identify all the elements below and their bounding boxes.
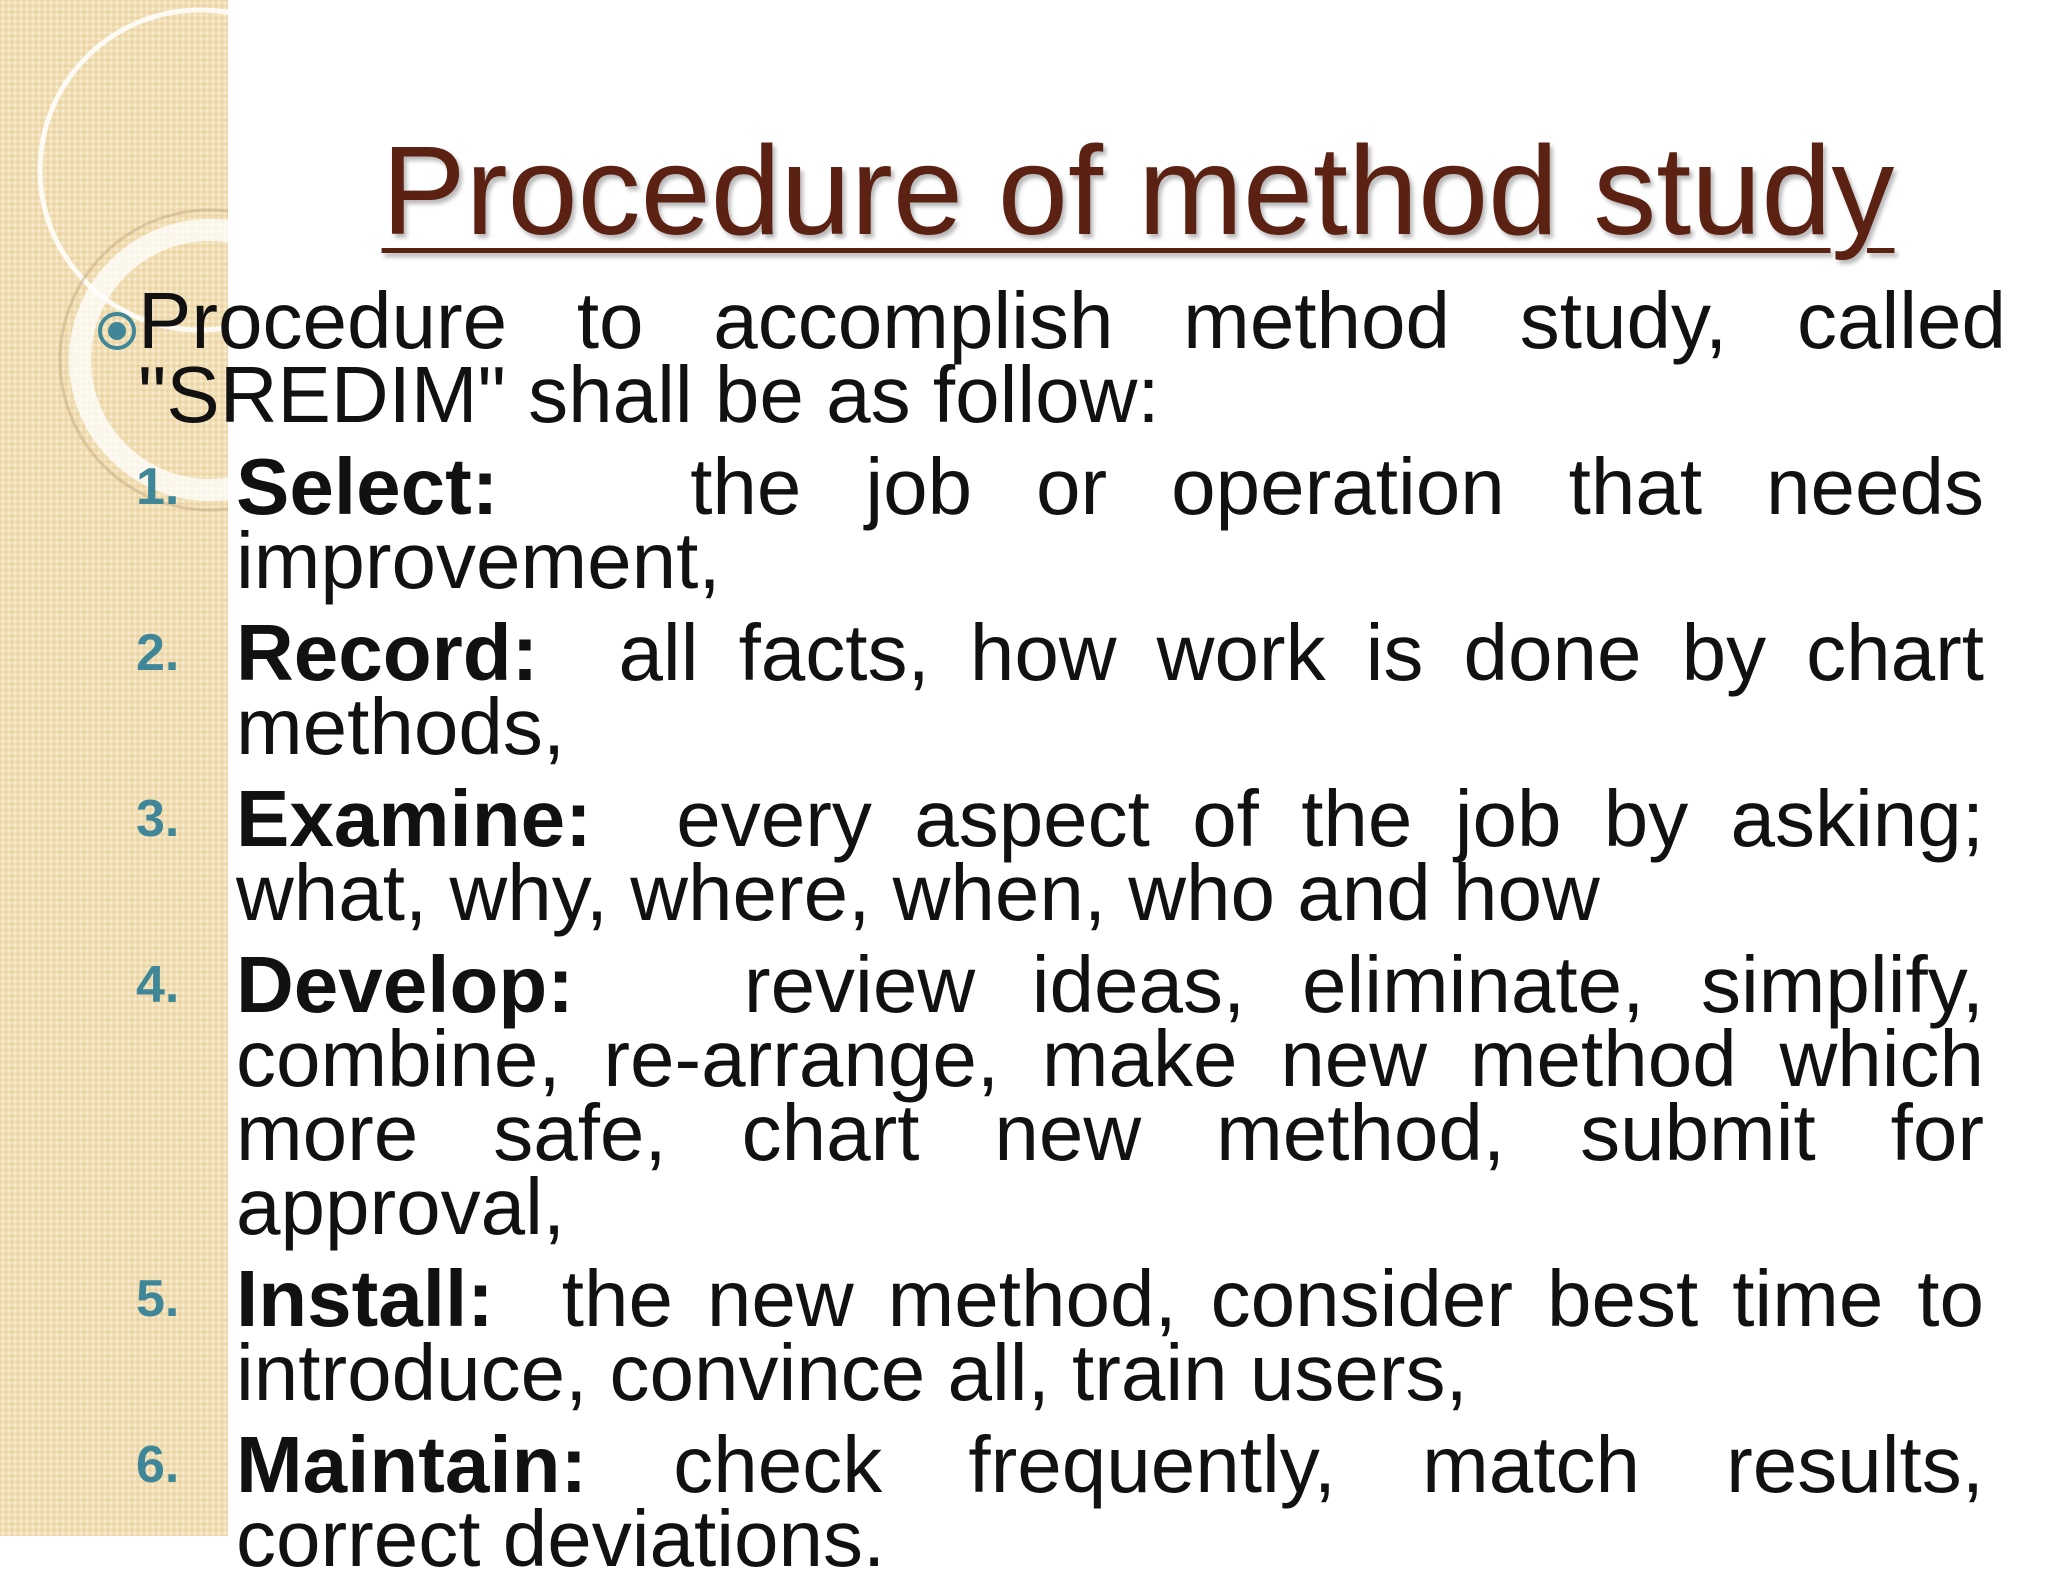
step-text xyxy=(236,1420,1984,1583)
intro-text: Procedure to accomplish method study, called "SREDIM" shall be as follow: xyxy=(138,276,2006,439)
slide-title: Procedure of method study xyxy=(381,120,1895,261)
slide-content xyxy=(96,276,2008,1588)
step-term: Maintain: xyxy=(236,1420,588,1509)
step-number: 2. xyxy=(136,624,180,682)
step-number: 5. xyxy=(136,1270,180,1328)
step-number: 6. xyxy=(136,1436,180,1494)
list-item xyxy=(96,1420,2008,1583)
step-term: Select: xyxy=(236,442,499,531)
step-term: Record: xyxy=(236,608,539,697)
step-number: 4. xyxy=(136,956,180,1014)
step-number: 1. xyxy=(136,458,180,516)
step-description: the job or operation that needs improvement, xyxy=(236,442,1985,605)
step-description: check frequently, match results, correct deviations. xyxy=(236,1420,1984,1583)
list-item xyxy=(96,774,2008,937)
step-text xyxy=(236,774,1984,937)
step-text xyxy=(236,608,1984,771)
step-text xyxy=(236,940,1984,1251)
step-term: Examine: xyxy=(236,774,592,863)
step-term: Install: xyxy=(236,1254,494,1343)
step-number: 3. xyxy=(136,790,180,848)
step-description: review ideas, eliminate, simplify, combine, re-arrange, make new method which more safe, chart new method, submit for approval, xyxy=(236,940,1984,1251)
list-item xyxy=(96,608,2008,771)
radio-bullet-icon xyxy=(96,310,138,352)
list-item xyxy=(96,442,2008,605)
list-item xyxy=(96,1254,2008,1417)
step-description: the new method, consider best time to introduce, convince all, train users, xyxy=(236,1254,1985,1417)
step-description: every aspect of the job by asking; what, why, where, when, who and how xyxy=(236,774,1984,937)
step-text xyxy=(236,442,1985,605)
step-description: all facts, how work is done by chart methods, xyxy=(236,608,1984,771)
step-text xyxy=(236,1254,1985,1417)
list-item xyxy=(96,940,2008,1251)
step-term: Develop: xyxy=(236,940,574,1029)
sredim-steps-list xyxy=(96,442,2008,1583)
intro-bullet xyxy=(96,276,2008,439)
